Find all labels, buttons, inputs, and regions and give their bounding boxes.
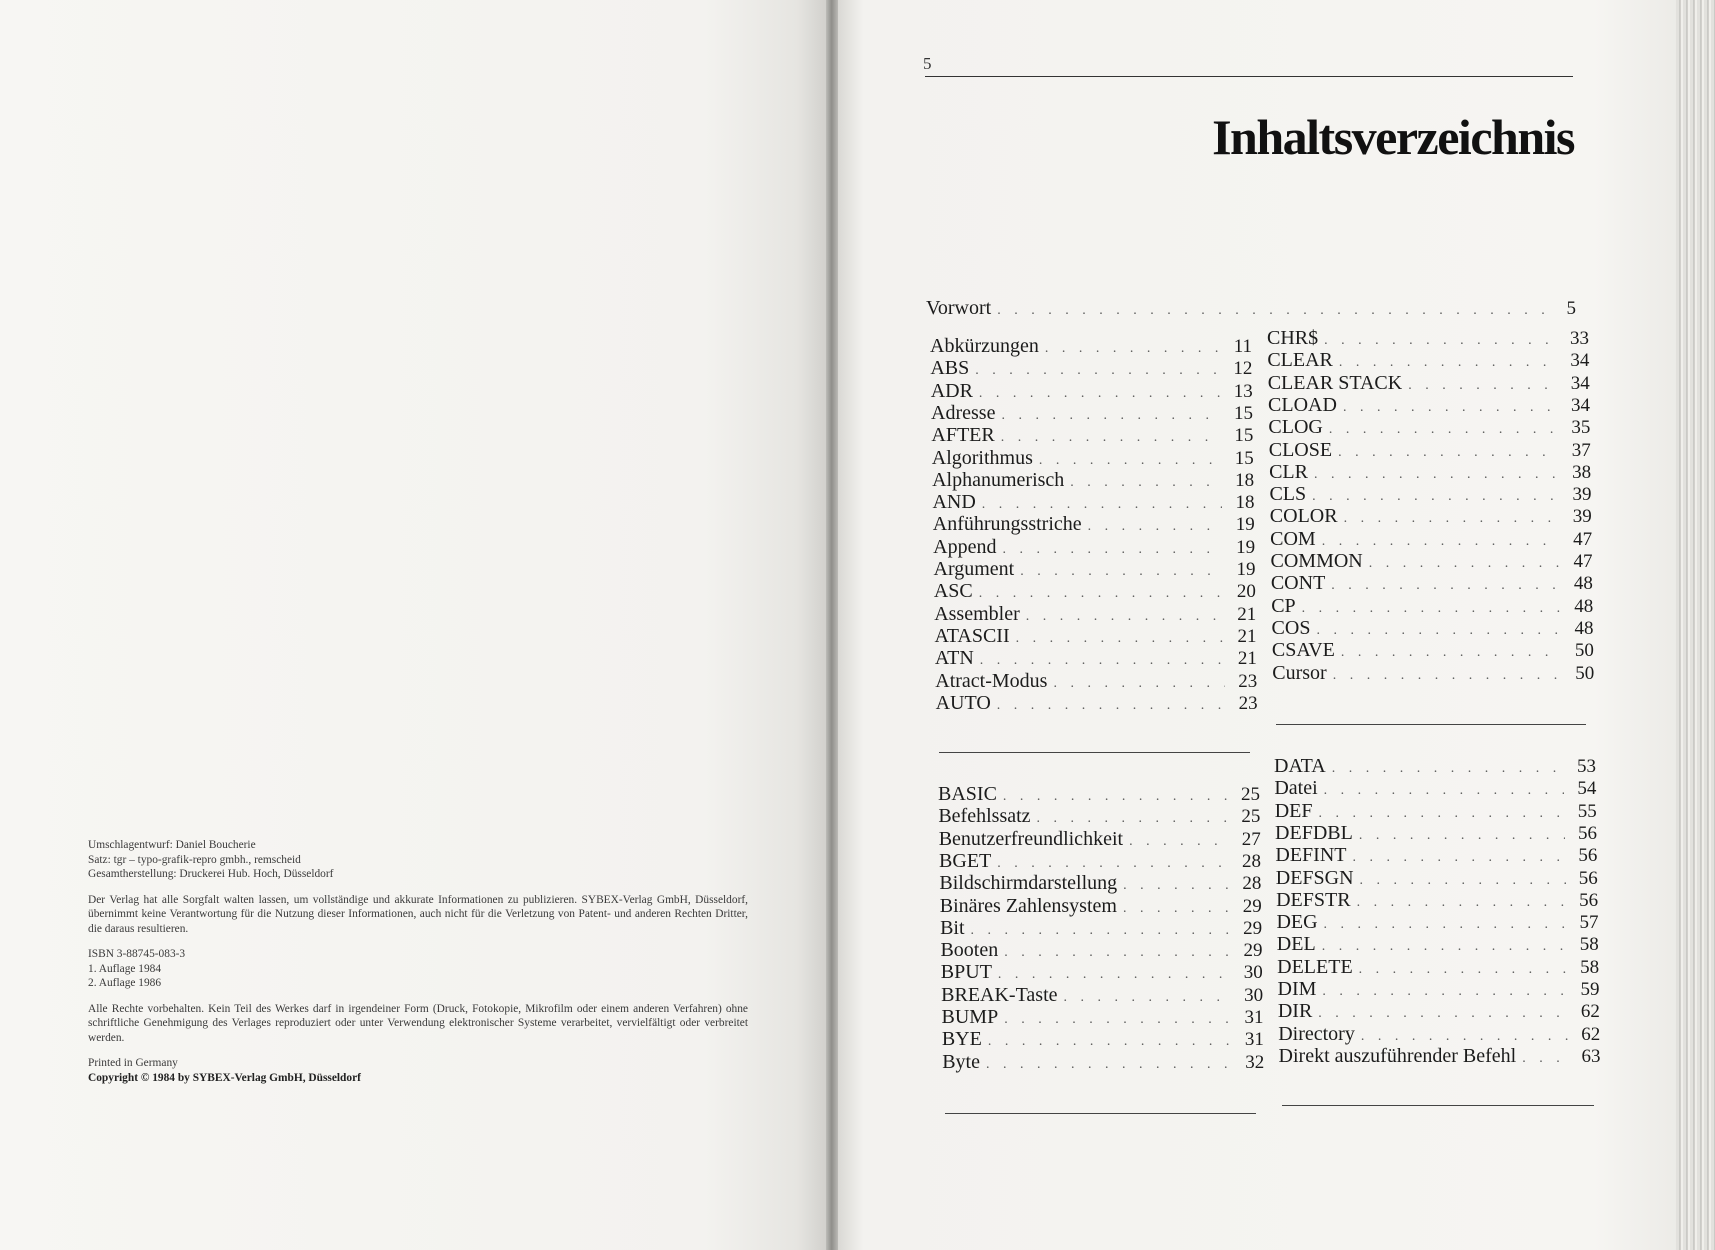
toc-entry-page: 29 — [1242, 895, 1262, 917]
toc-entry-label: Binäres Zahlensystem — [939, 894, 1117, 917]
toc-entry-label: Abkürzungen — [930, 335, 1039, 357]
left-page — [0, 0, 830, 1250]
toc-entry-label: Algorithmus — [931, 446, 1033, 469]
toc-entry-page: 38 — [1572, 461, 1592, 483]
toc-entry-label: DEFSGN — [1275, 866, 1354, 889]
toc-entry-label: BPUT — [940, 961, 992, 984]
toc-entry-label: COM — [1270, 527, 1316, 550]
toc-entry-page: 56 — [1578, 845, 1598, 867]
toc-entry — [1275, 843, 1597, 867]
toc-entry-label: ATASCII — [934, 624, 1010, 647]
toc-entry-page: 15 — [1234, 402, 1254, 424]
toc-entry-page: 30 — [1244, 984, 1264, 1006]
toc-entry — [1279, 1044, 1601, 1068]
toc-leader-dots — [1522, 1047, 1568, 1071]
toc-entry-label: DEFDBL — [1275, 821, 1353, 844]
toc-entry-page: 56 — [1578, 822, 1598, 844]
toc-entry-page: 28 — [1242, 873, 1262, 895]
toc-entry — [942, 1005, 1264, 1029]
toc-entry — [931, 423, 1253, 447]
rights-text: Alle Rechte vorbehalten. Kein Teil des Werkes darf in irgendeiner Form (Druck, Fotokopie, Mikrofilm oder einem anderen Verfahren) ohne schriftliche Genehmigung des Verlages reproduziert oder unter Verwendung elektronischer Systeme verarbeitet, vervielfältigt oder verbreitet werden. — [88, 1002, 748, 1044]
toc-entry-page: 63 — [1581, 1045, 1601, 1067]
isbn: ISBN 3-88745-083-3 — [88, 948, 186, 960]
printing-info — [88, 1056, 748, 1085]
column-rule — [1276, 724, 1586, 725]
toc-entry-label: Append — [933, 535, 997, 558]
toc-entry-page: 29 — [1243, 917, 1263, 939]
toc-entry-label: DEFSTR — [1276, 888, 1351, 911]
toc-entry-page: 59 — [1580, 979, 1600, 1000]
toc-entry-page: 15 — [1234, 447, 1254, 469]
toc-entry-label: ABS — [930, 357, 970, 380]
toc-entry-label: Datei — [1274, 777, 1318, 800]
toc-entry-label: CLOG — [1268, 416, 1323, 439]
toc-entry-label: ADR — [930, 379, 973, 402]
toc-entry-label: Alphanumerisch — [932, 468, 1065, 491]
toc-entry — [1270, 527, 1592, 551]
toc-entry-label: Atract-Modus — [935, 669, 1048, 692]
page-number: 5 — [923, 54, 932, 73]
toc-entry — [942, 1050, 1264, 1074]
column-rule — [945, 1113, 1256, 1114]
toc-entry-page: 11 — [1233, 336, 1252, 357]
toc-entry-page: 18 — [1235, 492, 1255, 514]
toc-entry — [1278, 977, 1600, 1001]
toc-entry-label: BASIC — [938, 783, 997, 805]
toc-entry-page: 56 — [1579, 889, 1599, 911]
toc-entry — [942, 1027, 1264, 1051]
toc-entry — [1270, 504, 1592, 528]
toc-entry-label: Assembler — [934, 602, 1020, 625]
credit-line: Gesamtherstellung: Druckerei Hub. Hoch, Düsseldorf — [88, 868, 334, 880]
toc-entry-page: 34 — [1570, 350, 1590, 372]
rights-notice — [88, 1002, 748, 1046]
toc-entry-page: 25 — [1241, 806, 1261, 828]
toc-entry-label: AND — [932, 491, 976, 514]
toc-entry-page: 19 — [1235, 514, 1255, 536]
toc-leader-dots — [986, 1053, 1232, 1077]
column-rule — [939, 752, 1250, 753]
toc-entry-page: 31 — [1244, 1007, 1264, 1028]
toc-entry — [1269, 460, 1591, 484]
toc-entry-label: BGET — [939, 849, 992, 872]
toc-entry — [935, 669, 1257, 693]
toc-entry — [1272, 616, 1594, 640]
toc-entry-label: CLOAD — [1268, 393, 1337, 416]
toc-entry — [935, 646, 1257, 670]
toc-entry-label: Direkt auszuführender Befehl — [1278, 1044, 1517, 1067]
toc-entry-page: 13 — [1233, 380, 1253, 402]
toc-entry-page: 18 — [1235, 469, 1255, 491]
toc-entry — [1269, 438, 1591, 462]
toc-entry-label: CLOSE — [1268, 438, 1333, 461]
toc-entry-page: 25 — [1241, 784, 1260, 805]
toc-entry — [1272, 661, 1594, 685]
toc-entry-page: 23 — [1238, 692, 1258, 714]
toc-entry — [1276, 866, 1598, 890]
toc-entry-page: 21 — [1237, 603, 1257, 625]
toc-entry — [941, 983, 1263, 1007]
toc-entry-label: Directory — [1278, 1022, 1355, 1045]
toc-entry-page: 62 — [1581, 1023, 1601, 1045]
toc-entry-page: 47 — [1573, 528, 1593, 550]
toc-entry-label: CLEAR — [1267, 349, 1333, 372]
toc-entry — [940, 916, 1262, 940]
toc-entry-label: BYE — [941, 1028, 982, 1051]
toc-entry — [1278, 999, 1600, 1023]
toc-entry-page: 21 — [1237, 648, 1257, 670]
toc-entry — [1271, 549, 1593, 573]
toc-entry-label: Adresse — [931, 401, 996, 424]
toc-entry-label: CP — [1271, 594, 1296, 617]
toc-entry-page: 5 — [1566, 298, 1576, 319]
toc-entry — [931, 401, 1253, 425]
toc-entry-label: BREAK-Taste — [941, 983, 1058, 1006]
toc-entry-page: 34 — [1571, 394, 1591, 416]
toc-entry-page: 47 — [1573, 551, 1593, 572]
toc-entry — [934, 579, 1256, 603]
toc-entry-page: 39 — [1572, 484, 1592, 506]
toc-entry-page: 23 — [1238, 670, 1258, 692]
toc-entry-label: ATN — [934, 647, 974, 670]
toc-entry — [1276, 910, 1598, 934]
page-edges — [1676, 0, 1715, 1250]
toc-entry-page: 57 — [1579, 912, 1599, 934]
edition-line: 2. Auflage 1986 — [88, 977, 162, 989]
toc-entry-label: DELETE — [1277, 955, 1353, 978]
toc-entry-label: Benutzerfreundlichkeit — [938, 827, 1124, 850]
copyright: Copyright © 1984 by SYBEX-Verlag GmbH, Düsseldorf — [88, 1071, 361, 1084]
toc-entry — [1276, 888, 1598, 912]
toc-entry — [938, 782, 1260, 806]
toc-entry-page: 50 — [1575, 662, 1595, 684]
toc-entry-label: CHR$ — [1267, 327, 1319, 349]
toc-entry — [933, 535, 1255, 559]
toc-entry-page: 12 — [1233, 358, 1253, 380]
toc-entry — [1277, 955, 1599, 979]
page-title: Inhaltsverzeichnis — [1212, 109, 1574, 165]
toc-leader-dots — [997, 299, 1544, 323]
toc-entry — [934, 557, 1256, 581]
toc-entry-page: 54 — [1577, 778, 1597, 800]
toc-entry-page: 53 — [1577, 756, 1596, 777]
toc-entry-label: DEG — [1276, 911, 1318, 934]
toc-entry-page: 15 — [1234, 425, 1254, 447]
toc-entry-page: 31 — [1244, 1029, 1264, 1051]
toc-entry — [935, 624, 1257, 648]
toc-entry-page: 58 — [1579, 934, 1599, 956]
toc-entry-label: CSAVE — [1271, 639, 1335, 662]
toc-entry-page: 29 — [1243, 940, 1263, 962]
toc-entry-label: Anführungsstriche — [932, 513, 1082, 536]
toc-entry-label: CLR — [1269, 460, 1308, 483]
toc-entry-page: 56 — [1578, 867, 1598, 889]
toc-entry-label: DIR — [1277, 1000, 1313, 1023]
toc-entry-label: AUTO — [935, 691, 991, 714]
toc-entry — [930, 334, 1252, 358]
toc-entry-page: 48 — [1573, 573, 1593, 595]
toc-entry-label: ASC — [933, 580, 973, 603]
toc-entry — [1271, 571, 1593, 595]
toc-entry — [939, 827, 1261, 851]
toc-entry-label: DIM — [1277, 978, 1317, 1000]
toc-entry-label: DEF — [1274, 799, 1313, 822]
toc-entry-page: 55 — [1577, 800, 1597, 822]
toc-entry — [930, 356, 1252, 380]
toc-entry — [931, 379, 1253, 403]
toc-entry — [1278, 1022, 1600, 1046]
toc-entry-label: Vorwort — [926, 297, 992, 319]
toc-entry-page: 28 — [1242, 850, 1262, 872]
toc-entry — [1272, 638, 1594, 662]
toc-entry-label: Bit — [940, 916, 965, 939]
toc-entry-label: COMMON — [1270, 550, 1363, 572]
toc-entry-label: DEL — [1276, 933, 1316, 956]
toc-entry-page: 62 — [1580, 1001, 1600, 1023]
toc-entry-label: AFTER — [931, 424, 995, 447]
toc-entry-page: 33 — [1570, 328, 1589, 349]
toc-entry-label: DATA — [1274, 755, 1326, 777]
toc-entry — [939, 849, 1261, 873]
column-rule — [1282, 1105, 1594, 1106]
toc-entry-page: 48 — [1574, 595, 1594, 617]
toc-entry-label: COLOR — [1269, 505, 1338, 528]
disclaimer — [88, 893, 748, 937]
toc-entry — [933, 512, 1255, 536]
edition-info — [88, 947, 748, 991]
toc-entry — [1268, 393, 1590, 417]
toc-entry — [934, 602, 1256, 626]
toc-leader-dots — [997, 694, 1226, 718]
toc-entry-label: Argument — [933, 558, 1015, 580]
toc-entry — [1271, 594, 1593, 618]
toc-entry-page: 34 — [1570, 372, 1590, 394]
toc-entry-page: 35 — [1571, 417, 1591, 439]
toc-entry — [1268, 415, 1590, 439]
toc-entry-page: 30 — [1243, 962, 1263, 984]
toc-entry-page: 32 — [1245, 1051, 1265, 1073]
header-rule — [925, 76, 1573, 77]
printed-in: Printed in Germany — [88, 1057, 178, 1069]
toc-leader-dots — [1333, 664, 1563, 688]
toc-entry-page: 58 — [1580, 956, 1600, 978]
toc-entry — [936, 691, 1258, 715]
toc-entry — [1269, 482, 1591, 506]
toc-entry-page: 27 — [1241, 828, 1261, 850]
toc-entry-page: 37 — [1571, 439, 1591, 461]
toc-entry-label: Bildschirmdarstellung — [939, 872, 1118, 895]
toc-entry — [939, 871, 1261, 895]
toc-entry — [926, 296, 1576, 320]
toc-entry-page: 39 — [1572, 506, 1592, 528]
toc-entry-page: 19 — [1236, 536, 1256, 558]
toc-entry — [1268, 371, 1590, 395]
toc-entry-page: 21 — [1237, 625, 1257, 647]
credit-line: Umschlagentwurf: Daniel Boucherie — [88, 839, 256, 851]
toc-entry — [1267, 326, 1589, 350]
toc-entry — [932, 490, 1254, 514]
edition-line: 1. Auflage 1984 — [88, 962, 162, 975]
toc-entry — [1275, 821, 1597, 845]
toc-entry-label: CONT — [1270, 572, 1326, 595]
toc-entry — [1277, 932, 1599, 956]
toc-entry — [940, 938, 1262, 962]
toc-entry-label: DEFINT — [1275, 844, 1347, 867]
toc-entry-label: Byte — [942, 1050, 980, 1073]
toc-entry-page: 48 — [1574, 617, 1594, 639]
toc-entry-label: BUMP — [941, 1006, 999, 1028]
toc-entry — [932, 446, 1254, 470]
toc-entry — [1267, 348, 1589, 372]
toc-entry-label: CLEAR STACK — [1267, 371, 1403, 394]
toc-entry-label: Befehlssatz — [938, 805, 1031, 828]
toc-entry-page: 19 — [1236, 559, 1256, 580]
toc-entry — [1275, 799, 1597, 823]
credit-line: Satz: tgr – typo-grafik-repro gmbh., remscheid — [88, 853, 301, 866]
toc-entry — [1274, 776, 1596, 800]
toc-entry — [941, 960, 1263, 984]
toc-entry-page: 50 — [1574, 640, 1594, 662]
toc-entry-label: Booten — [940, 939, 999, 962]
toc-entry-page: 20 — [1236, 581, 1256, 603]
toc-entry-label: Cursor — [1272, 661, 1327, 684]
toc-entry — [938, 804, 1260, 828]
toc-entry-label: COS — [1271, 616, 1311, 639]
imprint-block — [88, 838, 748, 1096]
disclaimer-text: Der Verlag hat alle Sorgfalt walten lassen, um vollständige und akkurate Informationen zu publizieren. SYBEX-Verlag GmbH, Düsseldorf, übernimmt keine Verantwortung für die Nutzung dieser Informationen, auch nicht für die Verletzung von Patent- und anderen Rechten Dritter, die daraus resultieren. — [88, 893, 748, 935]
toc-entry — [1274, 754, 1596, 778]
toc-entry-label: CLS — [1269, 483, 1307, 506]
toc-entry — [940, 894, 1262, 918]
toc-entry — [932, 468, 1254, 492]
credits — [88, 838, 748, 882]
